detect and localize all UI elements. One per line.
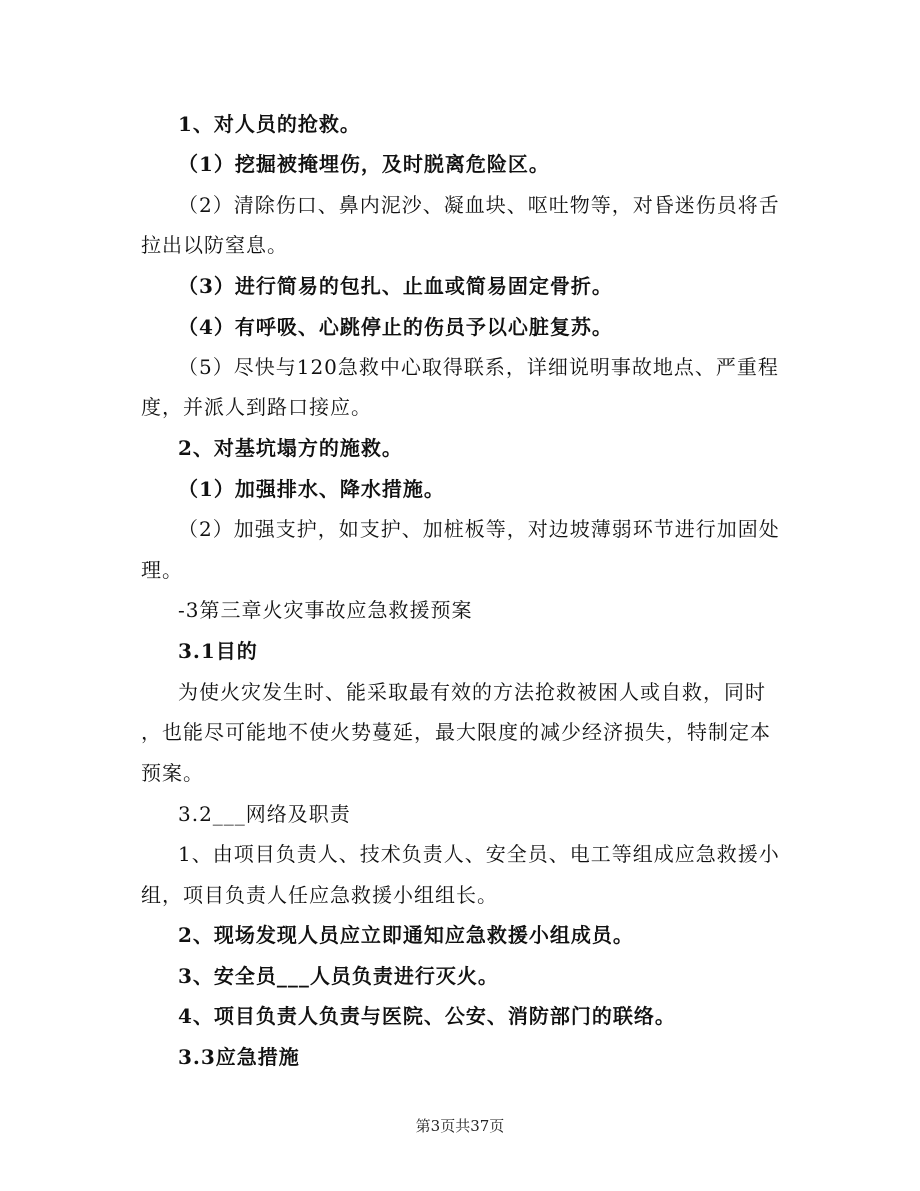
paragraph-line: （5）尽快与120急救中心取得联系，详细说明事故地点、严重程 — [178, 355, 779, 379]
paragraph-line: ，也能尽可能地不使火势蔓延，最大限度的减少经济损失，特制定本 — [141, 720, 771, 744]
heading-rescue-personnel: 1、对人员的抢救。 — [178, 112, 361, 136]
page-number: 第3页共37页 — [415, 1117, 505, 1135]
paragraph-line: 为使火灾发生时、能采取最有效的方法抢救被困人或自救，同时 — [178, 680, 766, 704]
chapter-heading: -3第三章火灾事故应急救援预案 — [178, 598, 473, 622]
paragraph-line: 度，并派人到路口接应。 — [141, 395, 372, 419]
paragraph-line: 预案。 — [141, 761, 204, 785]
paragraph-line: （2）加强支护，如支护、加桩板等，对边坡薄弱环节进行加固处 — [178, 517, 780, 541]
paragraph-line: （3）进行简易的包扎、止血或简易固定骨折。 — [178, 274, 613, 298]
paragraph-line: （1）加强排水、降水措施。 — [178, 477, 445, 501]
section-heading-measures: 3.3应急措施 — [178, 1045, 300, 1069]
paragraph-line: 2、现场发现人员应立即通知应急救援小组成员。 — [178, 923, 634, 947]
paragraph-line: 拉出以防窒息。 — [141, 233, 288, 257]
paragraph-line: 4、项目负责人负责与医院、公安、消防部门的联络。 — [178, 1004, 676, 1028]
paragraph-line: 组，项目负责人任应急救援小组组长。 — [141, 883, 498, 907]
section-heading-network: 3.2___网络及职责 — [178, 802, 351, 826]
paragraph-line: 理。 — [141, 558, 183, 582]
heading-pit-collapse: 2、对基坑塌方的施救。 — [178, 436, 403, 460]
paragraph-line: 1、由项目负责人、技术负责人、安全员、电工等组成应急救援小 — [178, 842, 780, 866]
paragraph-line: （2）清除伤口、鼻内泥沙、凝血块、呕吐物等，对昏迷伤员将舌 — [178, 193, 780, 217]
paragraph-line: （1）挖掘被掩埋伤，及时脱离危险区。 — [178, 152, 550, 176]
paragraph-line: 3、安全员___人员负责进行灭火。 — [178, 964, 499, 988]
paragraph-line: （4）有呼吸、心跳停止的伤员予以心脏复苏。 — [178, 315, 613, 339]
section-heading-purpose: 3.1目的 — [178, 639, 258, 663]
